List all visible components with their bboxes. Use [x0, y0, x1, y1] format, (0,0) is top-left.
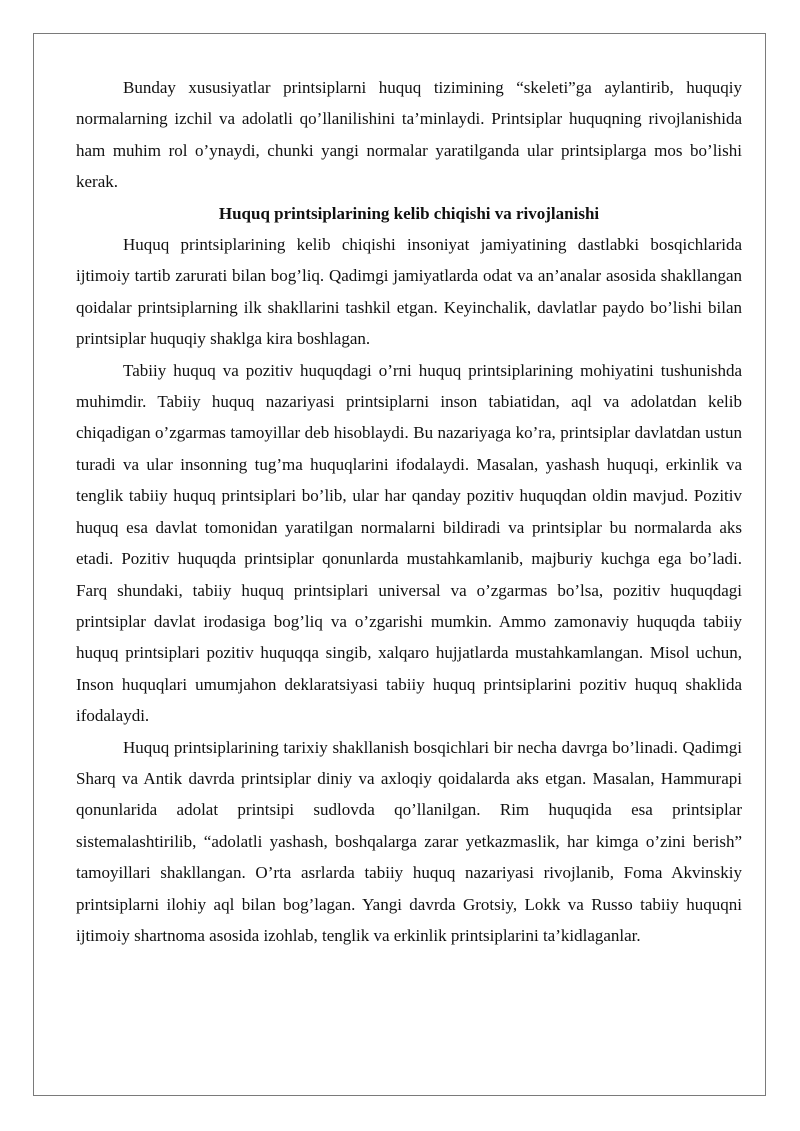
paragraph-historical-stages: Huquq printsiplarining tarixiy shakllanish bosqichlari bir necha davrga bo’linadi. Qadimgi Sharq va Antik davrda printsiplar diniy va axloqiy qoidalarda aks etgan. Masalan, Hammurapi qonunlarida adolat printsipi sudlovda qo’llanilgan. Rim huquqida esa printsiplar sistemalashtirilib, “adolatli yashash, boshqalarga zarar yetkazmaslik, har kimga o’zini berish” tamoyillari shakllangan. O’rta asrlarda tabiiy huquq nazariyasi rivojlanib, Foma Akvinskiy printsiplarni ilohiy aql bilan bog’lagan. Yangi davrda Grotsiy, Lokk va Russo tabiiy huquqni ijtimoiy shartnoma asosida izohlab, tenglik va erkinlik printsiplarini ta’kidlaganlar.	[76, 737, 742, 945]
document-body	[76, 72, 742, 951]
section-heading: Huquq printsiplarining kelib chiqishi va rivojlanishi	[218, 203, 600, 223]
paragraph-origin: Huquq printsiplarining kelib chiqishi insoniyat jamiyatining dastlabki bosqichlarida ijtimoiy tartib zarurati bilan bog’liq. Qadimgi jamiyatlarda odat va an’analar asosida shakllangan qoidalar printsiplarning ilk shakllarini tashkil etgan. Keyinchalik, davlatlar paydo bo’lishi bilan printsiplar huquqiy shaklga kira boshlagan.	[76, 235, 742, 349]
paragraph-natural-positive-law: Tabiiy huquq va pozitiv huquqdagi o’rni huquq printsiplarining mohiyatini tushunishda muhimdir. Tabiiy huquq nazariyasi printsiplarni inson tabiatidan, aql va adolatdan kelib chiqadigan o’zgarmas tamoyillar deb hisoblaydi. Bu nazariyaga ko’ra, printsiplar davlatdan ustun turadi va ular insonning tug’ma huquqlarini ifodalaydi. Masalan, yashash huquqi, erkinlik va tenglik tabiiy huquq printsiplari bo’lib, ular har qanday pozitiv huquqdan oldin mavjud. Pozitiv huquq esa davlat tomonidan yaratilgan normalarni bildiradi va printsiplar bu normalarda aks etadi. Pozitiv huquqda printsiplar qonunlarda mustahkamlanib, majburiy kuchga ega bo’ladi. Farq shundaki, tabiiy huquq printsiplari universal va o’zgarmas bo’lsa, pozitiv huquqdagi printsiplar davlat irodasiga bog’liq va o’zgarishi mumkin. Ammo zamonaviy huquqda tabiiy huquq printsiplari pozitiv huquqqa singib, xalqaro hujjatlarda mustahkamlangan. Misol uchun, Inson huquqlari umumjahon deklaratsiyasi tabiiy huquq printsiplarini pozitiv huquq shaklida ifodalaydi.	[76, 360, 742, 726]
paragraph-intro: Bunday xususiyatlar printsiplarni huquq tizimining “skeleti”ga aylantirib, huquqiy normalarning izchil va adolatli qo’llanilishini ta’minlaydi. Printsiplar huquqning rivojlanishida ham muhim rol o’ynaydi, chunki yangi normalar yaratilganda ular printsiplarga mos bo’lishi kerak.	[76, 78, 742, 192]
